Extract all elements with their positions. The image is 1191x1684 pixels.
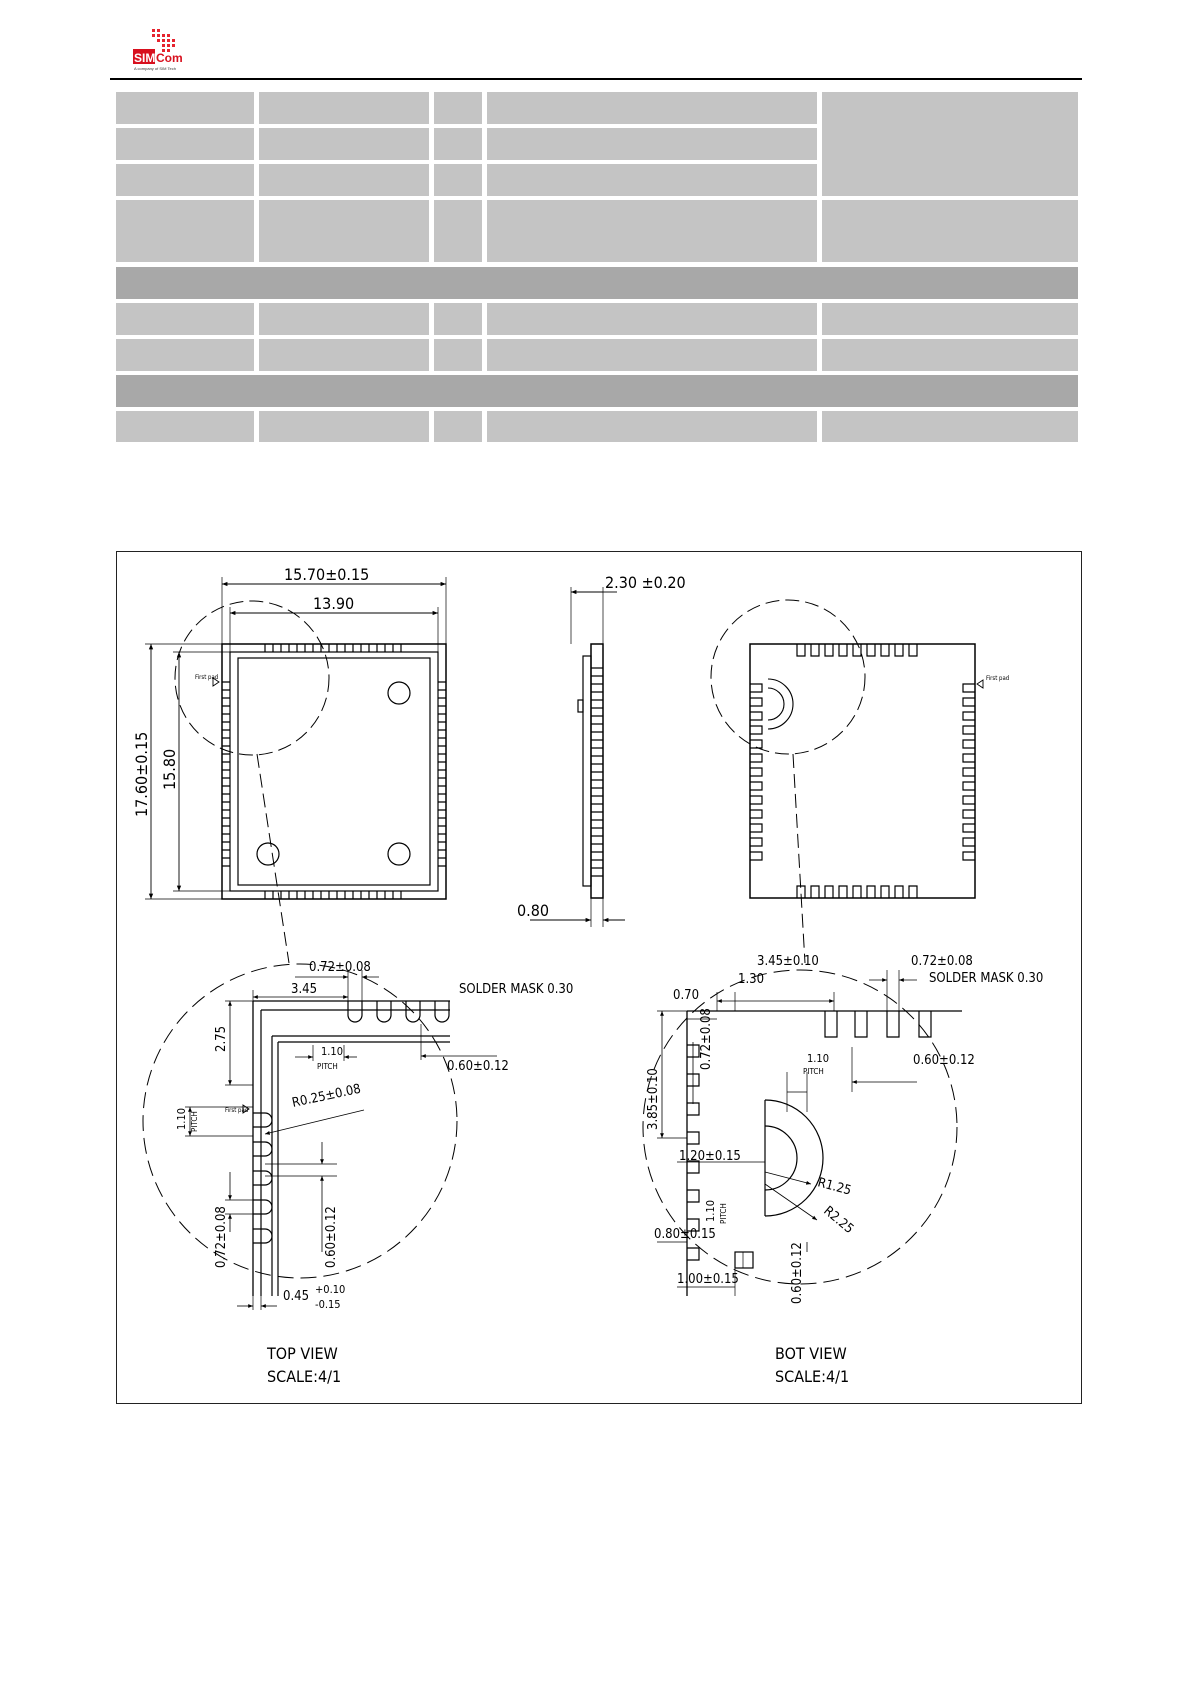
table-section-row: [116, 267, 1078, 299]
td-first-pad: First pad: [225, 1107, 249, 1114]
table-cell: [259, 411, 429, 442]
td-offset-plus: +0.10: [315, 1283, 346, 1296]
top-inner-height-dim: 15.80: [160, 748, 179, 790]
top-width-dim: 15.70±0.15: [284, 565, 370, 584]
svg-text:Com: Com: [156, 51, 183, 65]
table-cell: [116, 339, 254, 371]
table-cell: [259, 164, 429, 196]
bot-first-pad-label: First pad: [986, 675, 1010, 682]
bot-view-scale: SCALE:4/1: [775, 1367, 850, 1386]
bd-pad-width: 0.72±0.08: [911, 954, 973, 969]
bd-offset-a: 1.30: [738, 972, 765, 987]
table-cell: [259, 92, 429, 124]
td-offset-base: 0.45: [283, 1289, 310, 1304]
table-cell: [259, 303, 429, 335]
bd-corner-offset: 0.80±0.15: [654, 1227, 716, 1242]
table-cell: [259, 339, 429, 371]
td-radius: R0.25±0.08: [290, 1081, 363, 1111]
td-pitch-v: 1.10: [175, 1107, 188, 1130]
table-cell: [434, 411, 482, 442]
bd-v-dist: 3.85±0.10: [646, 1068, 661, 1130]
bd-inset: 1.20±0.15: [679, 1149, 741, 1164]
side-thickness-dim: 2.30 ±0.20: [605, 573, 686, 592]
table-cell-merged: [822, 92, 1078, 196]
td-edge-dist: 3.45: [291, 982, 318, 997]
table-cell: [434, 164, 482, 196]
table-cell: [822, 411, 1078, 442]
table-cell: [434, 339, 482, 371]
td-pitch-h-word: PITCH: [317, 1062, 338, 1071]
top-outline-view: [145, 577, 446, 963]
table-cell: [487, 200, 817, 262]
td-corner: 2.75: [214, 1025, 229, 1052]
table-cell: [434, 200, 482, 262]
table-cell: [487, 164, 817, 196]
bd-solder-mask: SOLDER MASK 0.30: [929, 971, 1044, 986]
spec-table: [116, 92, 1078, 442]
bd-edge-dist: 3.45±0.10: [757, 954, 819, 969]
bd-offset-b: 0.70: [673, 988, 700, 1003]
table-cell: [116, 92, 254, 124]
td-pad-width: 0.72±0.08: [309, 960, 371, 975]
bd-r-outer: R2.25: [820, 1203, 857, 1238]
table-cell: [434, 303, 482, 335]
table-cell: [487, 411, 817, 442]
table-section-row: [116, 375, 1078, 407]
first-pad-label: First pad: [195, 674, 219, 681]
bot-view-title: BOT VIEW: [775, 1344, 847, 1363]
td-pitch-h: 1.10: [321, 1045, 344, 1058]
table-cell: [487, 339, 817, 371]
table-cell: [487, 128, 817, 160]
table-cell: [822, 200, 1078, 262]
td-pitch-v-word: PITCH: [190, 1111, 199, 1132]
table-cell: [822, 303, 1078, 335]
bd-bottom-offset: 1.00±0.15: [677, 1272, 739, 1287]
table-cell: [116, 303, 254, 335]
table-cell: [434, 92, 482, 124]
bd-pitch-v-word: PITCH: [719, 1203, 728, 1224]
top-height-dim: 17.60±0.15: [132, 731, 151, 817]
table-cell: [259, 200, 429, 262]
header-rule: [110, 78, 1082, 80]
table-cell: [259, 128, 429, 160]
top-inner-width-dim: 13.90: [313, 594, 355, 613]
top-view-title: TOP VIEW: [267, 1344, 338, 1363]
bd-pitch-h-word: PITCH: [803, 1067, 824, 1076]
td-solder-mask: SOLDER MASK 0.30: [459, 982, 574, 997]
bd-pitch-v: 1.10: [704, 1199, 717, 1222]
table-cell: [434, 128, 482, 160]
logo-dot-grid: [152, 29, 175, 52]
top-view-scale: SCALE:4/1: [267, 1367, 342, 1386]
table-cell: [487, 92, 817, 124]
bd-pad-len-v: 0.60±0.12: [790, 1242, 805, 1304]
table-cell: [487, 303, 817, 335]
td-pad-len-v: 0.60±0.12: [324, 1206, 339, 1268]
side-pad-dim: 0.80: [517, 901, 550, 920]
bd-pad-len: 0.60±0.12: [913, 1053, 975, 1068]
svg-text:A company of SIM Tech: A company of SIM Tech: [134, 66, 176, 71]
td-pad-len: 0.60±0.12: [447, 1059, 509, 1074]
side-view: [530, 587, 625, 927]
td-pad-width-v: 0.72±0.08: [214, 1206, 229, 1268]
simcom-logo: [130, 28, 190, 74]
bottom-outline-view: [711, 600, 983, 963]
td-offset-minus: -0.15: [315, 1298, 341, 1311]
top-detail-view: [143, 964, 497, 1310]
bd-pitch-h: 1.10: [807, 1052, 830, 1065]
table-cell: [116, 200, 254, 262]
table-cell: [822, 339, 1078, 371]
svg-text:SIM: SIM: [134, 51, 156, 65]
mechanical-drawing: [116, 551, 1082, 1404]
bd-pad-width-v: 0.72±0.08: [699, 1008, 714, 1070]
table-cell: [116, 164, 254, 196]
table-cell: [116, 411, 254, 442]
table-cell: [116, 128, 254, 160]
bd-r-inner: R1.25: [815, 1175, 853, 1199]
